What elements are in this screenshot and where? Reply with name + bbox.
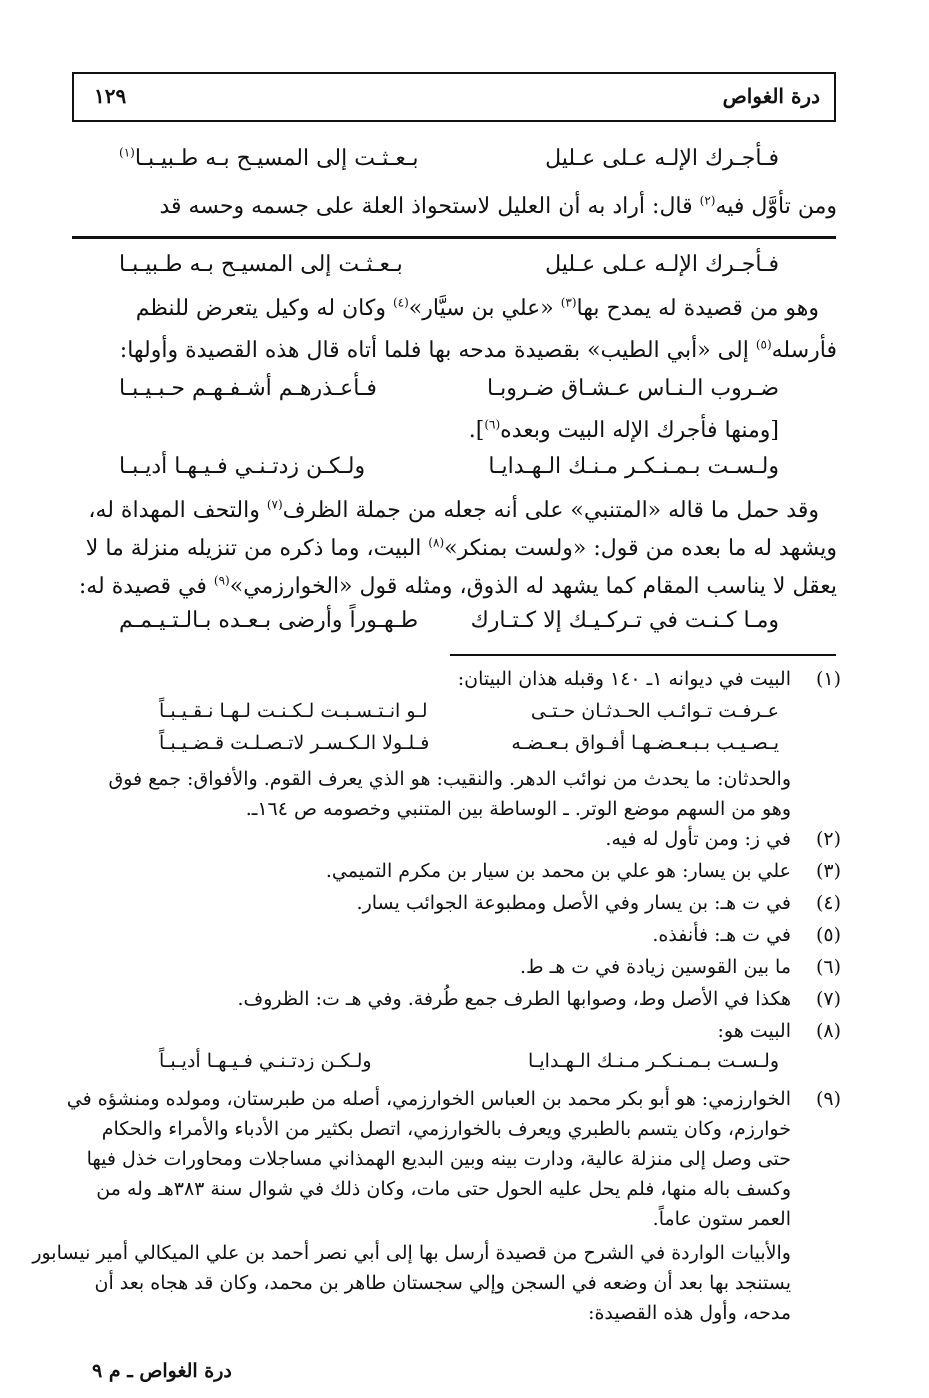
footnote-1-para-1: والحدثان: ما يحدث من نوائب الدهر. والنقيب: هو الذي يعرف القوم. والأفواق: جمع فوق xyxy=(108,768,791,790)
verse-1-first-hemistich: فـأجـرك الإلـه عـلى عـليل xyxy=(545,146,779,171)
verse-2-first-hemistich: فـأجـرك الإلـه عـلى عـليل xyxy=(545,252,779,277)
footnote-divider xyxy=(450,654,836,656)
footnote-number-2: (٢) xyxy=(815,828,841,850)
footnote-8-text: البيت هو: xyxy=(717,1020,791,1042)
verse-4-first-hemistich: ولـسـت بـمـنـكـر مـنـك الـهـدايـا xyxy=(488,454,779,479)
footnote-8-verse: ولـسـت بـمـنـكـر مـنـك الـهـدايـا ولـكـن زدتـنـي فـيـهـا أديـبـاً xyxy=(159,1050,779,1072)
header-title: درة الغواص xyxy=(722,84,820,108)
footnote-number-9: (٩) xyxy=(815,1088,841,1110)
footnote-9-line-3: حتى وصل إلى منزلة عالية، ودارت بينه وبين البديع الهمذاني مساجلات ومحاورات خذل فيها xyxy=(86,1148,791,1170)
verse-5-first-hemistich: ومـا كـنـت في تـركـيـك إلا كـتـارك xyxy=(470,608,779,633)
footnote-9-line-1: الخوارزمي: هو أبو بكر محمد بن العباس الخوارزمي، أصله من طبرستان، ومولده ومنشؤه في xyxy=(66,1088,791,1110)
footnote-ref-9[interactable]: (٩) xyxy=(213,573,230,588)
footnote-6-text: ما بين القوسين زيادة في ت هـ ط. xyxy=(519,956,791,978)
footnote-3-text: علي بن يسار: هو علي بن محمد بن سيار بن مكرم التميمي. xyxy=(325,860,791,882)
footnote-7-text: هكذا في الأصل وط، وصوابها الطرف جمع طُرفة. وفي هـ ت: الظروف. xyxy=(237,988,791,1010)
footnote-5-text: في ت هـ: فأنفذه. xyxy=(652,924,791,946)
footnote-1-verse-2: يـصـيـب بـبـعـضـهـا أفـواق بـعـضـه فـلـولا الـكـسـر لاتـصـلـت قـضـيـبـاً xyxy=(159,732,779,754)
footnote-1-text: البيت في ديوانه ١ـ ١٤٠ وقبله هذان البيتان: xyxy=(457,668,791,690)
verse-3-first-hemistich: ضـروب الـنـاس عـشـاق ضـروبـا xyxy=(486,376,779,401)
body-line-5: يعقل لا يناسب المقام كما يشهد له الذوق، ومثله قول «الخوارزمي»$^{(٩)}$ في قصيدة له: xyxy=(78,573,837,599)
footnote-number-5: (٥) xyxy=(815,924,841,946)
running-header xyxy=(72,72,836,122)
footnote-9-line-5: العمر ستون عاماً. xyxy=(652,1208,791,1230)
body-line-4: ويشهد له ما بعده من قول: «ولست بمنكر»$^{(٨)}$ البيت، وما ذكره من تنزيله منزلة ما لا xyxy=(85,535,837,561)
verse-4-second-hemistich: ولـكـن زدتـنـي فـيـهـا أديـبـا xyxy=(119,454,366,479)
footnote-ref-5[interactable]: (٥) xyxy=(755,337,772,352)
footnote-9-para-2-line-1: والأبيات الواردة في الشرح من قصيدة أرسل بها إلى أبي نصر أحمد بن علي الميكالي أمير نيسابور xyxy=(32,1242,791,1264)
footnote-9-line-4: وكسف باله منها، فلم يحل عليه الحول حتى مات، وكان ذلك في شوال سنة ٣٨٣هـ وله من xyxy=(96,1178,791,1200)
page-number: ١٢٩ xyxy=(94,84,127,108)
body-line-2: فأرسله$^{(٥)}$ إلى «أبي الطيب» بقصيدة مدحه بها فلما أتاه قال هذه القصيدة وأولها: xyxy=(119,337,837,363)
footnote-1-para-2: وهو من السهم موضع الوتر. ـ الوساطة بين المتنبي وخصومه ص ١٦٤ـ. xyxy=(245,798,791,820)
footnote-9-line-2: خوارزم، وكان يتسم بالطبري ويعرف بالخوارزمي، اتصل بكثير من الأدباء والأمراء والحكام xyxy=(101,1118,791,1140)
top-text-line: ومن تأوَّل فيه$^{(٢)}$ قال: أراد به أن العليل لاستحواذ العلة على جسمه وحسه قد xyxy=(159,193,837,219)
footnote-ref-7[interactable]: (٧) xyxy=(266,497,283,512)
footnote-1-verse-1: عـرفـت تـوائـب الحـدثـان حـتـى لـو انـتـسـبـت لـكـنـت لـهـا نـقـيـبـاً xyxy=(159,700,779,722)
footnote-9-para-2-line-2: يستنجد بها بعد أن وضعه في السجن وإلي سجستان طاهر بن محمد، وكان قد هجاه بعد أن xyxy=(94,1272,791,1294)
footnote-2-text: في ز: ومن تأول له فيه. xyxy=(605,828,791,850)
verse-1 xyxy=(119,146,779,180)
body-line-1: وهو من قصيدة له يمدح بها$^{(٣)}$ «علي بن سيَّار»$^{(٤)}$ وكان له وكيل يتعرض للنظم xyxy=(135,295,819,321)
section-divider xyxy=(72,236,836,239)
verse-2-second-hemistich: بـعـثـت إلى المسيـح بـه طـبيـبـا xyxy=(119,252,403,277)
verse-5-second-hemistich: طـهـوراً وأرضى بـعـده بـالـتـيـمـم xyxy=(119,608,419,633)
footnote-number-6: (٦) xyxy=(815,956,841,978)
footnote-ref-4[interactable]: (٤) xyxy=(392,295,409,310)
footnote-number-4: (٤) xyxy=(815,892,841,914)
verse-4 xyxy=(119,454,779,488)
footnote-4-text: في ت هـ: بن يسار وفي الأصل ومطبوعة الجوائب يسار. xyxy=(356,892,791,914)
footnote-ref-2[interactable]: (٢) xyxy=(699,193,716,208)
footnote-9-para-2-line-3: مدحه، وأول هذه القصيدة: xyxy=(588,1302,791,1324)
footnote-number-3: (٣) xyxy=(815,860,841,882)
verse-2 xyxy=(119,252,779,286)
footnote-ref-8[interactable]: (٨) xyxy=(428,535,445,550)
body-line-3: وقد حمل ما قاله «المتنبي» على أنه جعله من جملة الظرف$^{(٧)}$ والتحف المهداة له، xyxy=(88,497,819,523)
footnote-number-1: (١) xyxy=(815,668,841,690)
verse-5 xyxy=(119,608,779,642)
verse-3 xyxy=(119,376,779,410)
verse-1-second-hemistich: بـعـثـت إلى المسيـح بـه طـبيـبـا$^{(١)}$ xyxy=(119,145,419,171)
footnote-number-8: (٨) xyxy=(815,1020,841,1042)
footnote-number-7: (٧) xyxy=(815,988,841,1010)
footer-signature: درة الغواص ـ م ٩ xyxy=(92,1360,232,1382)
verse-3-second-hemistich: فـأعـذرهـم أشـفـهـم حـبـيـبـا xyxy=(119,376,377,401)
footnote-ref-3[interactable]: (٣) xyxy=(560,295,577,310)
bracketed-note: [ومنها فأجرك الإله البيت وبعده$^{(٦)}$]. xyxy=(468,417,779,443)
footnote-ref-6[interactable]: (٦) xyxy=(484,417,501,432)
